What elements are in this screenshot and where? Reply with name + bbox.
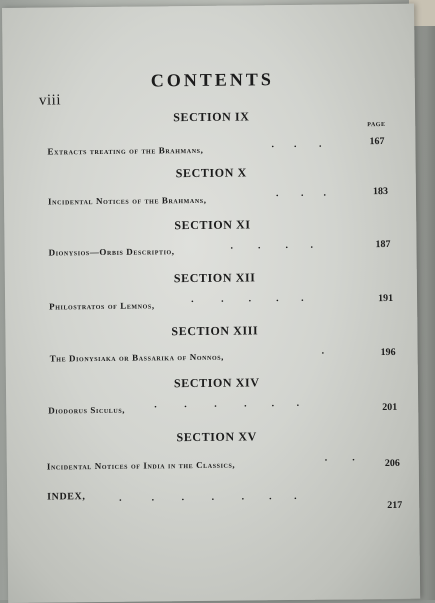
section-heading: SECTION XI xyxy=(174,217,251,233)
toc-entry: Philostratos of Lemnos, xyxy=(49,300,155,312)
section-heading: SECTION XIII xyxy=(171,323,259,339)
toc-entry: Diodorus Siculus, xyxy=(48,404,126,416)
toc-page-number: 191 xyxy=(378,292,394,305)
toc-page-number: 201 xyxy=(382,401,398,414)
toc-entry: Dionysios—Orbis Descriptio, xyxy=(48,246,175,258)
book-page xyxy=(2,4,420,603)
leader-dots: . . . xyxy=(271,138,322,151)
section-heading: SECTION X xyxy=(175,165,247,181)
toc-entry: Incidental Notices of India in the Classics, xyxy=(46,459,236,472)
section-heading: SECTION IX xyxy=(173,109,250,125)
leader-dots: . . . . . xyxy=(191,292,304,306)
section-heading: SECTION XIV xyxy=(173,375,260,391)
leader-dots: . xyxy=(321,345,325,357)
leader-dots: . . . . . . . xyxy=(119,490,297,504)
section-heading: SECTION XII xyxy=(173,270,256,286)
toc-page-number: 183 xyxy=(372,185,388,198)
section-heading: SECTION XV xyxy=(176,429,257,445)
folio-number: viii xyxy=(38,92,62,109)
leader-dots: . . xyxy=(324,452,355,464)
toc-page-number: 206 xyxy=(384,457,400,470)
toc-page-number: 196 xyxy=(380,346,396,359)
page-title: CONTENTS xyxy=(150,69,274,91)
toc-page-number: 217 xyxy=(387,499,403,511)
toc-entry: Extracts treating of the Brahmans, xyxy=(47,144,204,157)
toc-entry: The Dionysiaka or Bassarika of Nonnos, xyxy=(49,351,225,364)
toc-entry: Incidental Notices of the Brahmans, xyxy=(47,194,207,207)
toc-page-number: 167 xyxy=(369,136,385,148)
leader-dots: . . . . xyxy=(230,239,314,252)
toc-page-number: 187 xyxy=(375,238,391,251)
leader-dots: . . . xyxy=(275,187,327,200)
page-column-label: PAGE xyxy=(367,121,386,129)
index-entry: INDEX, xyxy=(47,491,86,503)
leader-dots: . . . . . . xyxy=(154,397,300,411)
